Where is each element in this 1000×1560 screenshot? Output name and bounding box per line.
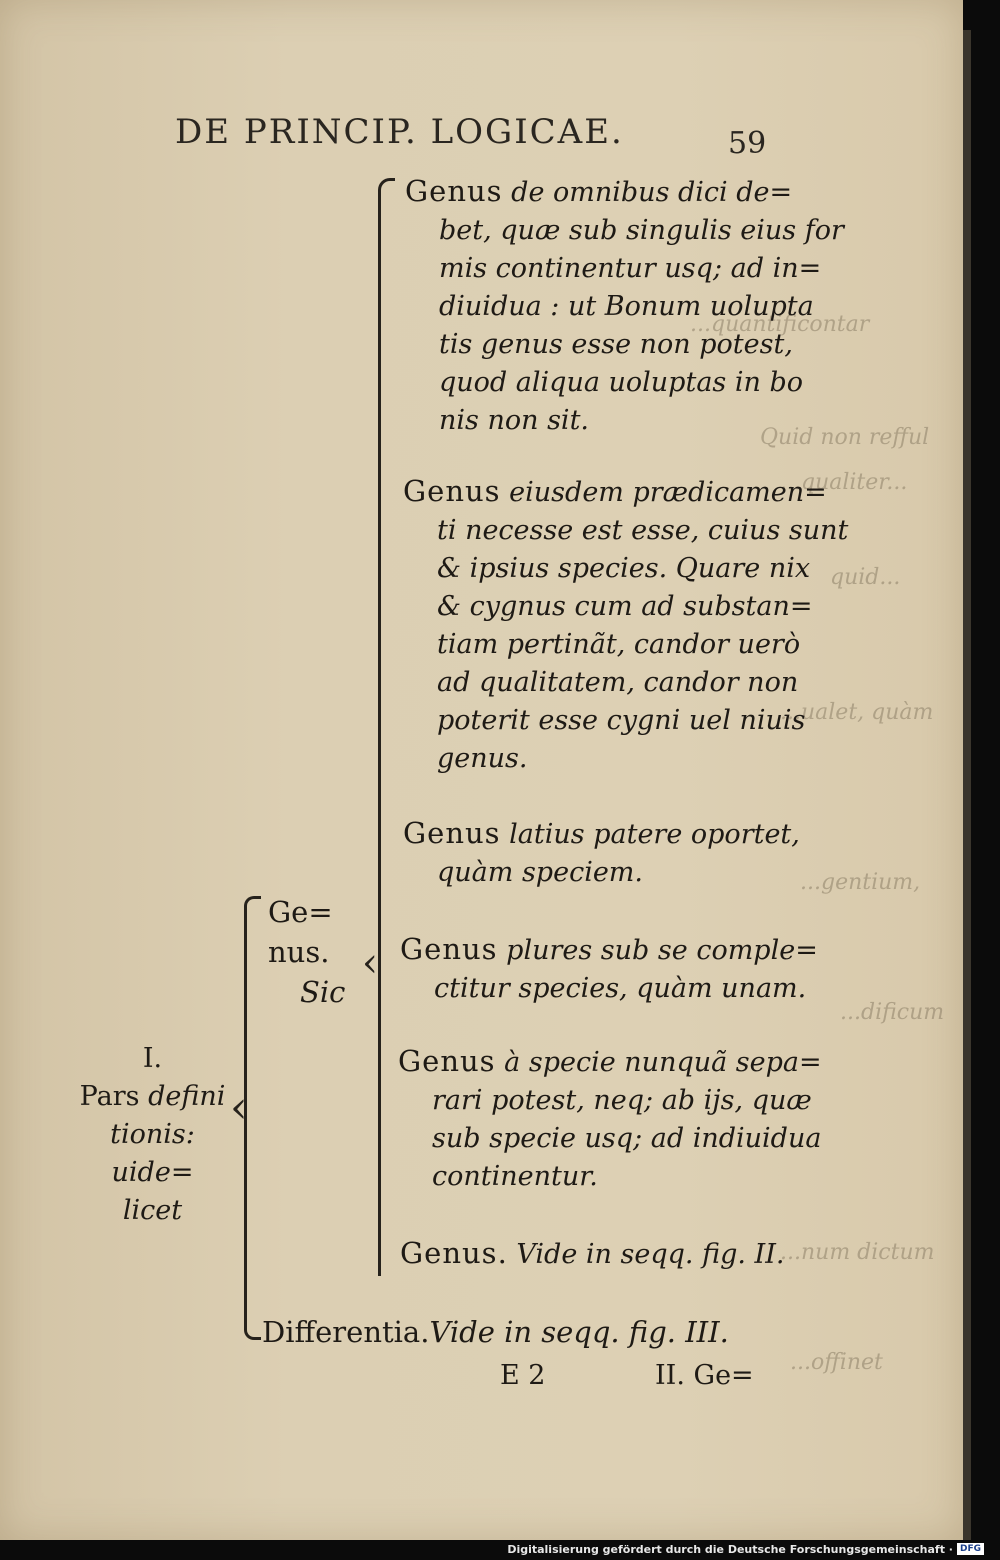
page-edge — [963, 30, 971, 1540]
entry-line: bet, quæ sub singulis eius for — [439, 215, 844, 246]
entry-line: tiam pertinãt, candor uerò — [437, 629, 801, 660]
running-head: DE PRINCIP. LOGICAE. — [175, 112, 624, 152]
genus-entry — [403, 472, 848, 778]
digitization-footer — [507, 1540, 984, 1558]
entry-line: quod aliqua uoluptas in bo — [439, 367, 803, 398]
entry-line: plures sub se comple= — [506, 935, 818, 966]
entry-keyword: Genus — [400, 932, 498, 966]
entry-keyword: Genus. — [400, 1236, 508, 1270]
entry-line: Vide in seqq. fig. II. — [516, 1239, 785, 1270]
entry-line: tis genus esse non potest, — [439, 329, 793, 360]
page-number: 59 — [728, 126, 767, 161]
bleed-through-text: quid... — [830, 565, 901, 590]
bleed-through-text: ...qualiter... — [780, 470, 908, 495]
genus-label-line: nus. — [268, 935, 330, 969]
bracket-point: ‹ — [362, 940, 378, 986]
bleed-through-text: ...ualet, quàm — [780, 700, 934, 725]
genus-entry — [400, 930, 818, 1008]
differentia-ref: Vide in seqq. fig. III. — [429, 1315, 729, 1349]
bleed-through-text: Quid non refful — [760, 425, 930, 450]
genus-label — [268, 892, 345, 1012]
bleed-through-text: ...quantificontar — [690, 312, 870, 337]
pars-word: Pars — [79, 1081, 140, 1112]
pars-line: licet — [122, 1195, 183, 1226]
entry-line: de omnibus dici de= — [511, 177, 793, 208]
entry-keyword: Genus — [403, 816, 501, 850]
entry-keyword: Genus — [405, 174, 503, 208]
entry-line: & ipsius species. Quare nix — [437, 553, 811, 584]
entry-line: ti necesse est esse, cuius sunt — [437, 515, 849, 546]
differentia-entry — [262, 1315, 729, 1349]
genus-entry — [400, 1234, 784, 1274]
genus-label-line: Ge= — [268, 895, 333, 929]
entry-line: eiusdem prædicamen= — [509, 477, 827, 508]
entry-line: sub specie usq; ad indiuidua — [432, 1123, 822, 1154]
pars-numeral: I. — [142, 1043, 163, 1074]
pars-line: defini — [148, 1081, 226, 1112]
entry-keyword: Genus — [398, 1044, 496, 1078]
entry-line: à specie nunquã sepa= — [504, 1047, 822, 1078]
bleed-through-text: ...dificum — [840, 1000, 945, 1025]
entry-line: ad qualitatem, candor non — [437, 667, 799, 698]
genus-label-sic: Sic — [300, 975, 346, 1009]
entry-line: mis continentur usq; ad in= — [439, 253, 822, 284]
pars-definitionis-label — [70, 1040, 235, 1230]
pars-line: tionis: uide= — [110, 1119, 195, 1188]
entry-line: quàm speciem. — [437, 857, 643, 888]
entry-line: rari potest, neq; ab ijs, quæ — [432, 1085, 812, 1116]
entry-line: continentur. — [432, 1161, 598, 1192]
bracket-point: ‹ — [230, 1082, 248, 1133]
catchword: II. Ge= — [655, 1360, 754, 1391]
genus-entry — [403, 814, 800, 892]
differentia-word: Differentia. — [262, 1315, 430, 1349]
entry-keyword: Genus — [403, 474, 501, 508]
entry-line: ctitur species, quàm unam. — [434, 973, 807, 1004]
bleed-through-text: ...gentium, — [800, 870, 921, 895]
genus-rules-bracket — [378, 178, 395, 1276]
entry-line: & cygnus cum ad substan= — [437, 591, 813, 622]
entry-line: poterit esse cygni uel niuis — [437, 705, 806, 736]
genus-entry — [398, 1042, 822, 1196]
dfg-logo-icon: DFG — [957, 1543, 984, 1555]
footer-text: Digitalisierung gefördert durch die Deutsche Forschungsgemeinschaft · — [507, 1542, 953, 1556]
bleed-through-text: ...offinet — [790, 1350, 883, 1375]
entry-line: latius patere oportet, — [509, 819, 800, 850]
entry-line: diuidua : ut Bonum uolupta — [439, 291, 814, 322]
entry-line: genus. — [437, 743, 528, 774]
genus-entry — [405, 172, 844, 440]
entry-line: nis non sit. — [439, 405, 590, 436]
bleed-through-text: ...num dictum — [780, 1240, 935, 1265]
signature-mark: E 2 — [500, 1360, 546, 1391]
